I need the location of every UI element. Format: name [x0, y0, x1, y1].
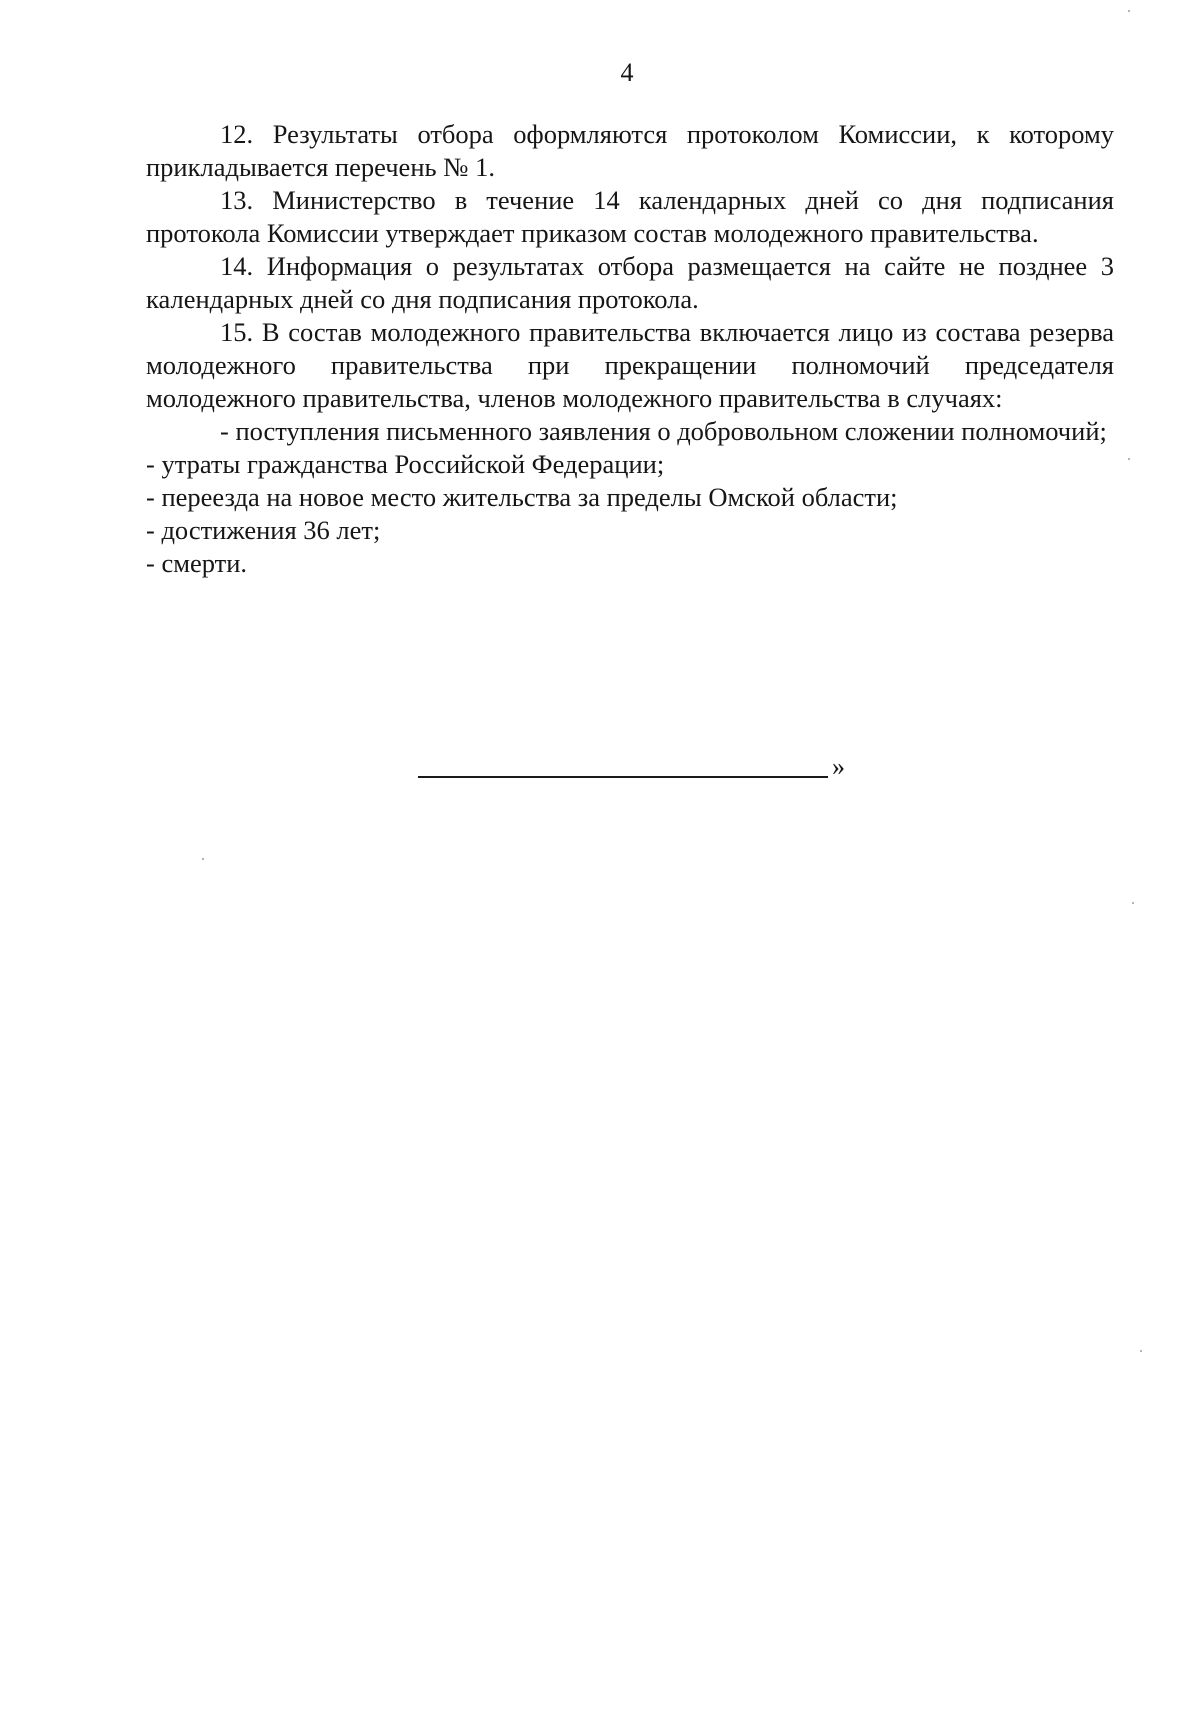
closing-rule: [418, 776, 828, 778]
case-item-voluntary-resignation: - поступления письменного заявления о добровольном сложении полномочий;: [220, 416, 1107, 446]
case-item-citizenship-loss: - утраты гражданства Российской Федерации;: [146, 449, 665, 479]
scan-speck: [1140, 1350, 1142, 1352]
paragraph-13: 13. Министерство в течение 14 календарных дней со дня подписания протокола Комиссии утверждает приказом состав молодежного правительства.: [146, 185, 1114, 248]
page-number: 4: [620, 58, 634, 87]
scan-speck: [1128, 10, 1130, 12]
paragraph-15: 15. В состав молодежного правительства включается лицо из состава резерва молодежного правительства при прекращении полномочий председателя молодежного правительства, членов молодежного правительства в случаях:: [146, 317, 1114, 413]
scan-speck: [202, 858, 204, 860]
paragraph-12: 12. Результаты отбора оформляются протоколом Комиссии, к которому прикладывается перечень № 1.: [146, 119, 1114, 182]
case-item-death: - смерти.: [146, 548, 248, 578]
paragraph-14: 14. Информация о результатах отбора размещается на сайте не позднее 3 календарных дней со дня подписания протокола.: [146, 251, 1114, 314]
case-item-age-limit: - достижения 36 лет;: [146, 515, 381, 545]
scan-speck: [1132, 902, 1134, 904]
case-item-relocation: - переезда на новое место жительства за пределы Омской области;: [146, 482, 898, 512]
closing-quote: »: [832, 752, 845, 781]
closing-mark: [418, 752, 848, 786]
document-body: [146, 118, 1114, 580]
scan-speck: [1128, 458, 1130, 460]
